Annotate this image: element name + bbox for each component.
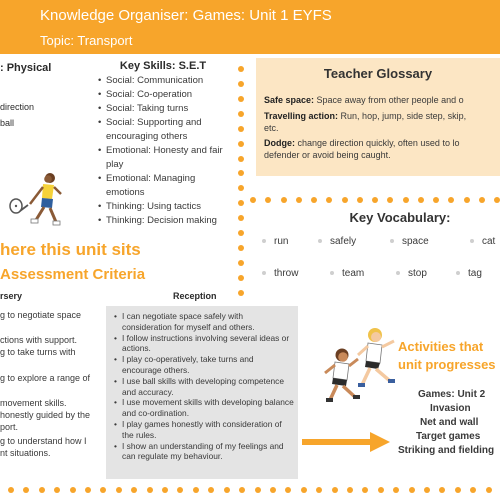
activity-item: Net and wall — [420, 417, 479, 428]
tennis-player-illustration — [6, 172, 66, 232]
physical-line: direction — [0, 102, 35, 112]
activity-item: Striking and fielding — [398, 445, 495, 456]
key-skills-list — [98, 74, 228, 228]
vertical-dot-divider — [238, 66, 244, 296]
nursery-line: honestly guided by the — [0, 410, 91, 420]
nursery-line: g to take turns with — [0, 347, 76, 357]
reception-criteria-panel — [106, 306, 298, 479]
list-item: • I use ball skills with developing competence and accuracy. — [114, 376, 294, 398]
activity-item: Games: Unit 2 — [418, 389, 486, 400]
vocabulary-heading: Key Vocabulary: — [349, 210, 451, 225]
glossary-entry: Safe space: Space away from other people and o — [264, 95, 464, 105]
progression-arrow-icon — [302, 432, 390, 452]
list-item: • Thinking: Using tactics — [98, 200, 228, 214]
list-item: • Social: Co-operation — [98, 88, 228, 102]
list-item: • I play co-operatively, take turns and encourage others. — [114, 354, 294, 376]
key-skills-heading: Key Skills: S.E.T — [119, 60, 207, 72]
list-item: • Emotional: Honesty and fair play — [98, 144, 228, 172]
nursery-line: nt situations. — [0, 448, 51, 458]
glossary-entry: etc. — [264, 123, 279, 133]
physical-line: ball — [0, 118, 15, 128]
list-item: • I can negotiate space safely with consideration for myself and others. — [114, 311, 294, 333]
nursery-line: port. — [0, 422, 19, 432]
physical-heading: : Physical — [0, 62, 52, 74]
vocab-word: team — [330, 268, 364, 279]
vocab-word: throw — [262, 268, 298, 279]
bottom-dot-divider — [0, 487, 500, 493]
glossary-entry: Dodge: change direction quickly, often used to lo — [264, 138, 460, 148]
page-topic: Topic: Transport — [40, 33, 133, 48]
list-item: • I show an understanding of my feelings and can regulate my behaviour. — [114, 441, 294, 463]
horizontal-dot-divider — [250, 197, 500, 203]
nursery-heading: rsery — [0, 291, 23, 301]
glossary-entry: defender or avoid being caught. — [264, 150, 391, 160]
list-item: • I play games honestly with consideration of the rules. — [114, 419, 294, 441]
vocab-word: tag — [456, 268, 482, 279]
list-item: • Social: Communication — [98, 74, 228, 88]
glossary-heading: Teacher Glossary — [323, 66, 433, 81]
vocab-word: run — [262, 236, 288, 247]
vocab-word: safely — [318, 236, 356, 247]
list-item: • Thinking: Decision making — [98, 214, 228, 228]
header-banner — [0, 0, 500, 54]
list-item: • Social: Supporting and encouraging others — [98, 116, 228, 144]
nursery-line: g to understand how I — [0, 436, 87, 446]
assessment-criteria-heading: Assessment Criteria — [0, 266, 146, 283]
nursery-line: g to explore a range of — [0, 373, 91, 383]
list-item: • Emotional: Managing emotions — [98, 172, 228, 200]
page-title: Knowledge Organiser: Games: Unit 1 EYFS — [40, 7, 332, 24]
vocab-word: stop — [396, 268, 427, 279]
list-item: • I use movement skills with developing balance and co-ordination. — [114, 397, 294, 419]
glossary-entry: Travelling action: Run, hop, jump, side step, skip, — [264, 111, 467, 121]
reception-heading: Reception — [173, 291, 217, 301]
key-skills-panel — [98, 60, 228, 235]
vocab-word: cat — [470, 236, 495, 247]
vocab-word: space — [390, 236, 429, 247]
list-item: • I follow instructions involving several ideas or actions. — [114, 333, 294, 355]
reception-list — [114, 311, 294, 462]
nursery-line: g to negotiate space — [0, 310, 82, 320]
activities-heading: Activities that unit progresses — [398, 339, 496, 372]
where-unit-sits-heading: here this unit sits — [0, 240, 141, 259]
running-children-illustration — [320, 325, 405, 405]
nursery-line: ctions with support. — [0, 335, 78, 345]
activity-item: Target games — [416, 431, 481, 442]
teacher-glossary-panel — [256, 58, 500, 176]
activity-item: Invasion — [430, 403, 471, 414]
nursery-line: movement skills. — [0, 398, 67, 408]
list-item: • Social: Taking turns — [98, 102, 228, 116]
